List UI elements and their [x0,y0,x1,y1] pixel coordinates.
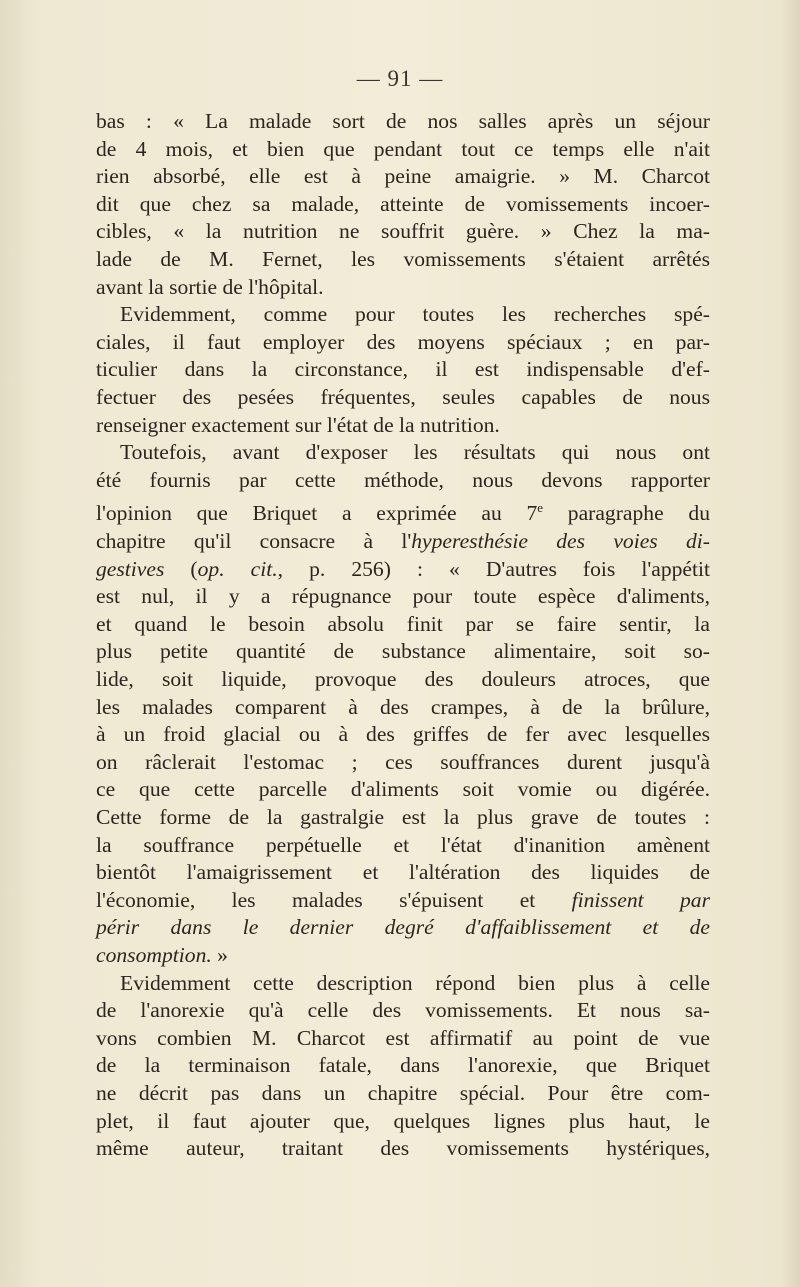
text-line: bas : « La malade sort de nos salles après un séjour [96,109,710,133]
text-line: fectuer des pesées fréquentes, seules capables de nous [96,384,710,409]
text-line: vons combien M. Charcot est affirmatif au point de vue [96,1025,710,1050]
text-line: rien absorbé, elle est à peine amaigrie. » M. Charcot [96,164,710,189]
text-line [96,611,710,639]
text-line: de 4 mois, et bien que pendant tout ce temps elle n'ait [96,136,710,161]
text-segment: ce que cette parcelle d'aliments soit vomie ou digérée. [96,777,710,802]
text-line: lade de M. Fernet, les vomissements s'étaient arrêtés [96,246,710,271]
text-line [96,694,710,722]
text-line: cibles, « la nutrition ne souffrit guère. » Chez la ma- [96,219,710,244]
text-segment: l'économie, les malades s'épuisent et [96,887,572,912]
text-line [96,556,710,584]
italic-text: finissent par [571,887,710,912]
text-line: même auteur, traitant des vomissements hystériques, [96,1136,710,1161]
text-segment: paragraphe du [543,501,710,526]
text-segment: on râclerait l'estomac ; ces souffrances durent jusqu'à [96,749,710,774]
text-line: plet, il faut ajouter que, quelques lignes plus haut, le [96,1108,710,1133]
text-line: dit que chez sa malade, atteinte de vomissements incoer- [96,191,710,216]
text-segment: à un froid glacial ou à des griffes de fer avec lesquelles [96,722,710,747]
text-segment: ( [164,556,198,581]
italic-citation: op. cit. [197,556,278,581]
text-segment: plus petite quantité de substance alimentaire, soit so- [96,639,710,664]
text-segment: l'opinion que Briquet a exprimée au 7 [96,501,538,526]
text-line [96,859,710,887]
text-segment: et quand le besoin absolu finit par se faire sentir, la [96,611,710,636]
text-line [96,776,710,804]
text-line: avant la sortie de l'hôpital. [96,274,324,299]
text-line [96,528,710,556]
paragraph-1 [96,108,710,301]
text-segment: Toutefois, avant d'exposer les résultats qui nous ont [120,440,710,465]
text-segment: est nul, il y a répugnance pour toute espèce d'aliments, [96,584,710,609]
text-line: Evidemment, comme pour toutes les recherches spé- [120,302,710,327]
paragraph-3 [96,439,710,969]
superscript: e [537,500,544,516]
text-segment: » [211,943,228,967]
text-line: ticulier dans la circonstance, il est indispensable d'ef- [96,357,710,382]
text-line: de la terminaison fatale, dans l'anorexie, que Briquet [96,1053,710,1078]
text-line [96,583,710,611]
text-segment: , p. 256) : « D'autres fois l'appétit [277,556,711,581]
text-line: renseigner exactement sur l'état de la nutrition. [96,412,500,437]
text-line [96,494,710,528]
text-line [96,749,710,777]
text-line: Evidemment cette description répond bien plus à celle [120,970,710,995]
paragraph-2 [96,301,710,439]
text-segment: les malades comparent à des crampes, à de la brûlure, [96,694,710,719]
text-line: ciales, il faut employer des moyens spéciaux ; en par- [96,329,710,354]
italic-text: consomption. [96,943,212,967]
text-segment: la souffrance perpétuelle et l'état d'inanition amènent [96,832,710,857]
text-segment: Cette forme de la gastralgie est la plus grave de toutes : [96,805,710,830]
text-line [96,439,710,467]
text-line [96,721,710,749]
italic-text: périr dans le dernier degré d'affaiblissement et de [96,915,710,940]
italic-title: hyperesthésie des voies di- [411,529,710,554]
text-line [96,467,710,495]
text-segment: bientôt l'amaigrissement et l'altération des liquides de [96,860,710,885]
paragraph-4 [96,970,710,1163]
page-number: — 91 — [356,66,444,91]
text-segment: été fournis par cette méthode, nous devons rapporter [96,467,710,492]
italic-title: gestives [96,556,165,581]
text-line: ne décrit pas dans un chapitre spécial. Pour être com- [96,1080,710,1105]
text-line: de l'anorexie qu'à celle des vomissements. Et nous sa- [96,998,710,1023]
text-segment: lide, soit liquide, provoque des douleurs atroces, que [96,667,710,692]
text-line [96,666,710,694]
text-line [96,832,710,860]
text-segment: chapitre qu'il consacre à l' [96,529,412,554]
body-text [96,108,710,1163]
text-line [96,638,710,666]
text-line [96,887,710,915]
text-line [96,942,710,970]
text-line [96,804,710,832]
text-line [96,914,710,942]
